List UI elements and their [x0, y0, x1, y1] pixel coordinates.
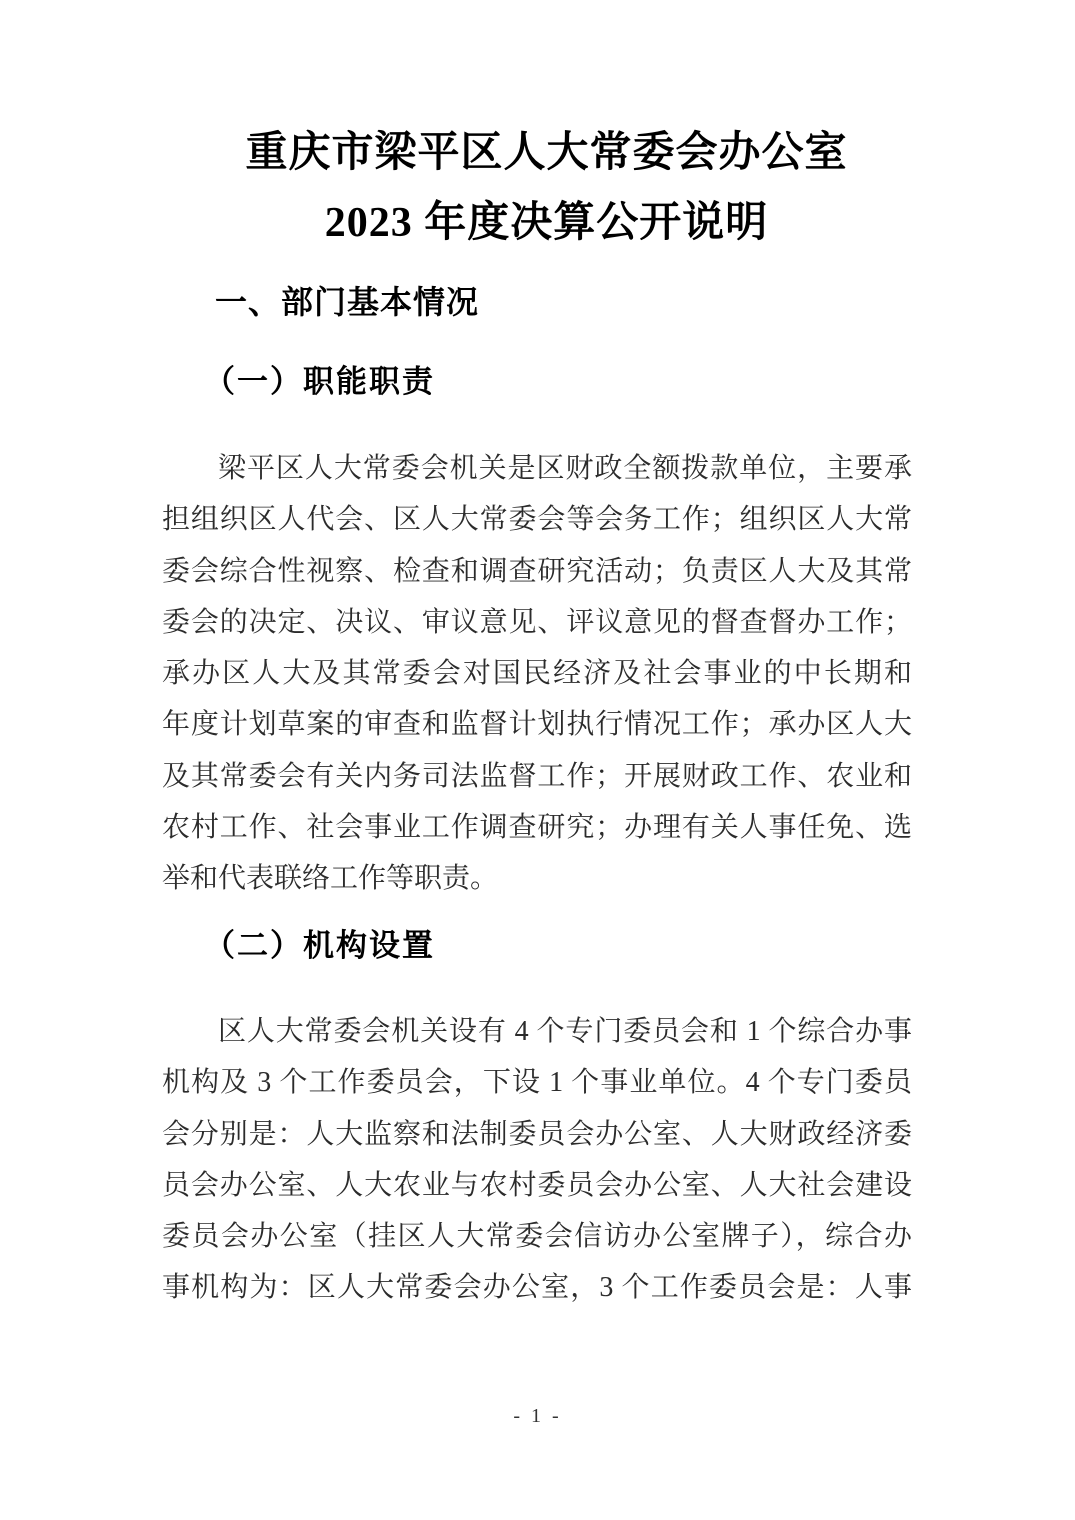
body-line: 员会办公室、人大农业与农村委员会办公室、人大社会建设	[162, 1169, 912, 1201]
document-title-line2: 2023 年度决算公开说明	[324, 200, 769, 246]
subsection-heading-functions: （一）职能职责	[204, 364, 435, 399]
body-line: 机构及 3 个工作委员会，下设 1 个事业单位。4 个专门委员	[162, 1067, 912, 1099]
body-line: 委员会办公室（挂区人大常委会信访办公室牌子），综合办	[162, 1221, 912, 1253]
section-heading-basic-info: 一、部门基本情况	[215, 284, 480, 320]
body-line: 会分别是：人大监察和法制委员会办公室、人大财政经济委	[162, 1118, 912, 1150]
page-number: - 1 -	[513, 1405, 562, 1427]
paragraph-functions	[162, 443, 912, 905]
subsection-heading-organization: （二）机构设置	[204, 928, 435, 963]
body-line: 举和代表联络工作等职责。	[162, 863, 499, 895]
body-line: 农村工作、社会事业工作调查研究；办理有关人事任免、选	[162, 812, 912, 844]
body-line: 担组织区人代会、区人大常委会等会务工作；组织区人大常	[162, 504, 912, 536]
paragraph-organization	[162, 1006, 912, 1314]
document-title-line1: 重庆市梁平区人大常委会办公室	[245, 130, 848, 176]
body-line: 及其常委会有关内务司法监督工作；开展财政工作、农业和	[162, 760, 912, 792]
body-line: 年度计划草案的审查和监督计划执行情况工作；承办区人大	[162, 709, 912, 741]
body-line: 委会的决定、决议、审议意见、评议意见的督查督办工作；	[162, 606, 912, 638]
body-line: 事机构为：区人大常委会办公室，3 个工作委员会是：人事	[162, 1272, 912, 1304]
body-line: 承办区人大及其常委会对国民经济及社会事业的中长期和	[162, 658, 912, 690]
body-line: 区人大常委会机关设有 4 个专门委员会和 1 个综合办事	[218, 1016, 912, 1047]
body-line: 梁平区人大常委会机关是区财政全额拨款单位，主要承	[218, 453, 912, 484]
body-line: 委会综合性视察、检查和调查研究活动；负责区人大及其常	[162, 555, 912, 587]
